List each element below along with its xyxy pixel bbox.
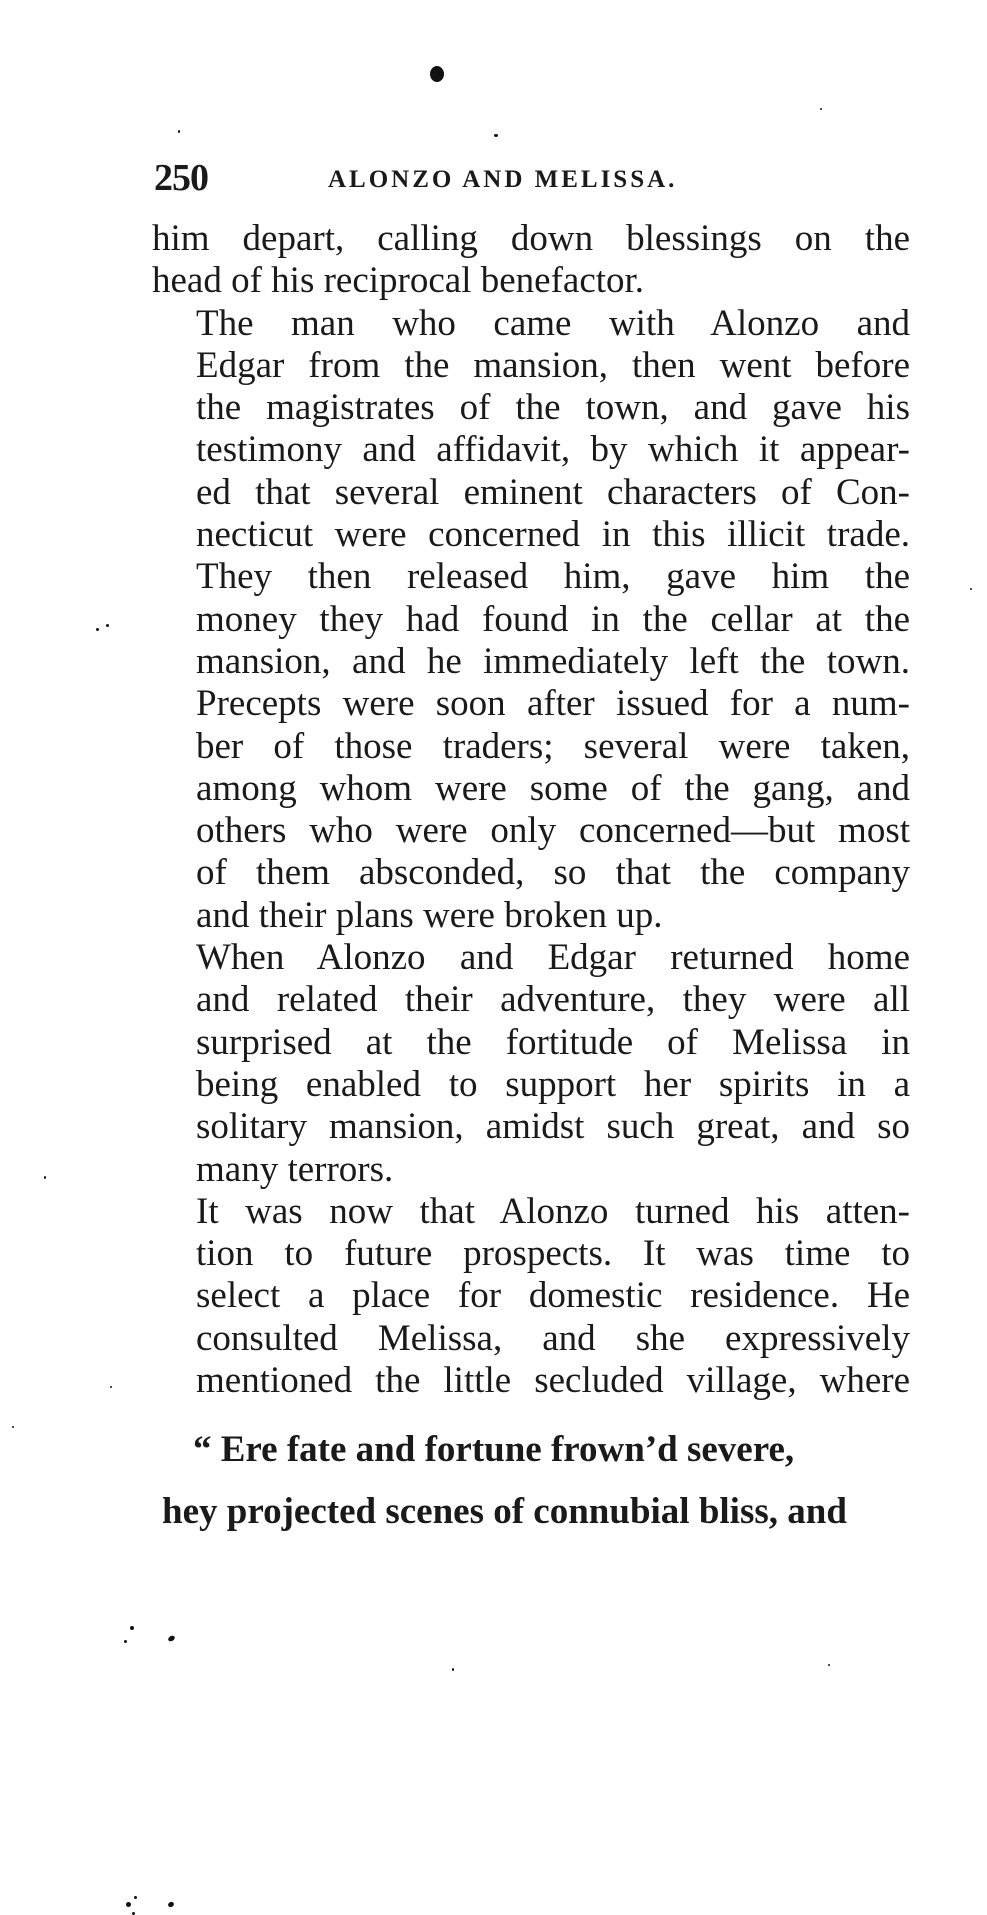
text-line: others who were only concerned—but most	[196, 810, 910, 852]
text-line: surprised at the fortitude of Melissa in	[196, 1021, 910, 1063]
text-line: tion to future prospects. It was time to	[196, 1233, 910, 1275]
ink-speck	[178, 130, 180, 133]
text-line: solitary mansion, amidst such great, and so	[196, 1106, 910, 1148]
text-line: Edgar from the mansion, then went before	[196, 344, 910, 386]
ink-speck	[110, 1386, 112, 1388]
ink-speck	[452, 1668, 454, 1671]
ink-speck	[167, 1635, 176, 1643]
text-line: among whom were some of the gang, and	[196, 767, 910, 809]
running-title: ALONZO AND MELISSA.	[328, 166, 678, 193]
page-header	[154, 156, 914, 206]
body-text	[152, 218, 910, 1402]
text-line: ed that several eminent characters of Con-	[196, 471, 910, 513]
page-number: 250	[154, 157, 208, 199]
ink-blot	[430, 66, 444, 82]
text-line: necticut were concerned in this illicit trade.	[196, 514, 910, 556]
ink-speck	[828, 1664, 830, 1666]
text-line: head of his reciprocal benefactor.	[152, 260, 645, 302]
text-line: consulted Melissa, and she expressively	[196, 1317, 910, 1359]
text-line: him depart, calling down blessings on the	[152, 218, 910, 259]
text-line: It was now that Alonzo turned his atten-	[196, 1190, 910, 1232]
ink-speck	[494, 134, 498, 137]
ink-speck	[96, 628, 99, 631]
paragraph	[152, 937, 910, 1191]
ink-speck	[820, 108, 822, 110]
ink-speck	[130, 1626, 134, 1630]
text-line: They then released him, gave him the	[196, 556, 910, 598]
text-line: select a place for domestic residence. He	[196, 1275, 910, 1317]
ink-speck	[134, 1896, 137, 1899]
ink-speck	[970, 588, 972, 590]
verse-quote: “ Ere fate and fortune frown’d severe,	[193, 1429, 795, 1470]
ink-speck	[106, 624, 109, 627]
ink-speck	[124, 1640, 127, 1643]
text-line: When Alonzo and Edgar returned home	[196, 937, 910, 979]
text-line: and related their adventure, they were all	[196, 979, 910, 1021]
text-line: mentioned the little secluded village, where	[196, 1360, 910, 1402]
text-line: ber of those traders; several were taken,	[196, 725, 910, 767]
ink-speck	[126, 1902, 131, 1907]
text-line: Precepts were soon after issued for a num-	[196, 683, 910, 725]
paragraph	[152, 303, 910, 937]
ink-speck	[12, 1426, 14, 1428]
text-line: The man who came with Alonzo and	[196, 302, 910, 344]
text-line: of them absconded, so that the company	[196, 852, 910, 894]
text-line: money they had found in the cellar at the	[196, 598, 910, 640]
continuation-line: hey projected scenes of connubial bliss, and	[162, 1491, 847, 1532]
text-line: and their plans were broken up.	[196, 894, 663, 936]
ink-speck	[44, 1176, 46, 1179]
text-line: mansion, and he immediately left the town.	[196, 640, 910, 682]
text-line: the magistrates of the town, and gave his	[196, 387, 910, 429]
text-line: being enabled to support her spirits in a	[196, 1063, 910, 1105]
text-line: many terrors.	[196, 1148, 394, 1190]
text-line: testimony and affidavit, by which it appear-	[196, 429, 910, 471]
paragraph	[152, 218, 910, 303]
ink-speck	[167, 1901, 175, 1908]
paragraph	[152, 1191, 910, 1402]
